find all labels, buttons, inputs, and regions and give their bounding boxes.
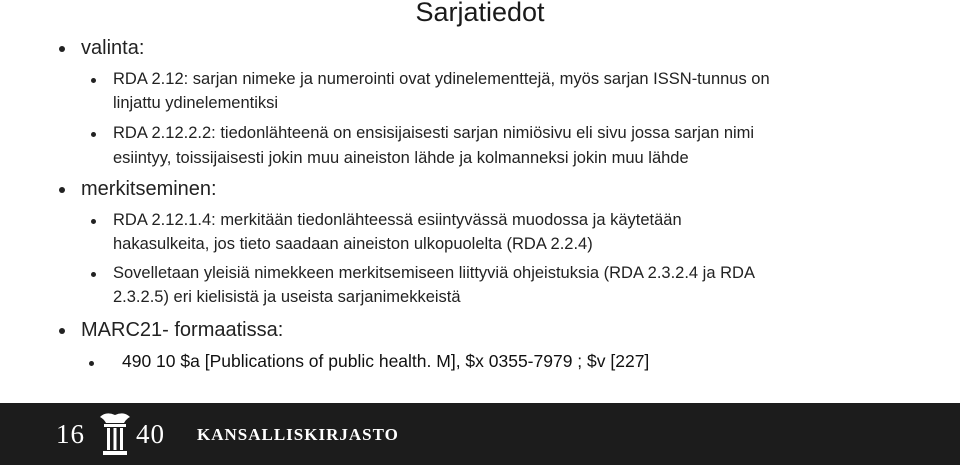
bullet — [89, 361, 94, 366]
list-item-line: Sovelletaan yleisiä nimekkeen merkitsemiseen liittyviä ohjeistuksia (RDA 2.3.2.4 ja RDA — [113, 264, 755, 282]
bullet — [59, 46, 65, 52]
list-item-line: esiintyy, toissijaisesti jokin muu aineiston lähde ja kolmanneksi jokin muu lähde — [113, 149, 689, 167]
bullet — [91, 272, 96, 277]
list-item-line: 2.3.2.5) eri kielisistä ja useista sarjanimekkeistä — [113, 288, 461, 306]
section-heading-merkitseminen: merkitseminen: — [81, 178, 217, 200]
bullet — [91, 78, 96, 83]
bullet — [59, 187, 65, 193]
bullet — [91, 132, 96, 137]
slide-title: Sarjatiedot — [415, 0, 545, 27]
footer-bar — [0, 403, 960, 465]
bullet — [59, 328, 65, 334]
bullet — [91, 219, 96, 224]
list-item-line: RDA 2.12.1.4: merkitään tiedonlähteessä esiintyvässä muodossa ja käytetään — [113, 211, 682, 229]
brand-name: KANSALLISKIRJASTO — [197, 425, 399, 444]
column-crest-icon — [96, 411, 134, 462]
logo-year-right: 40 — [136, 419, 165, 449]
marc-example: 490 10 $a [Publications of public health. M], $x 0355-7979 ; $v [227] — [122, 351, 650, 371]
list-item-line: linjattu ydinelementiksi — [113, 94, 279, 112]
section-heading-valinta: valinta: — [81, 37, 145, 59]
list-item-line: hakasulkeita, jos tieto saadaan aineiston ulkopuolelta (RDA 2.2.4) — [113, 235, 593, 253]
list-item-line: RDA 2.12.2.2: tiedonlähteenä on ensisijaisesti sarjan nimiösivu eli sivu jossa sarjan nimi — [113, 124, 755, 142]
section-heading-marc21: MARC21- formaatissa: — [81, 319, 284, 341]
logo-year-left: 16 — [56, 419, 85, 449]
list-item-line: RDA 2.12: sarjan nimeke ja numerointi ovat ydinelementtejä, myös sarjan ISSN-tunnus on — [113, 70, 770, 88]
